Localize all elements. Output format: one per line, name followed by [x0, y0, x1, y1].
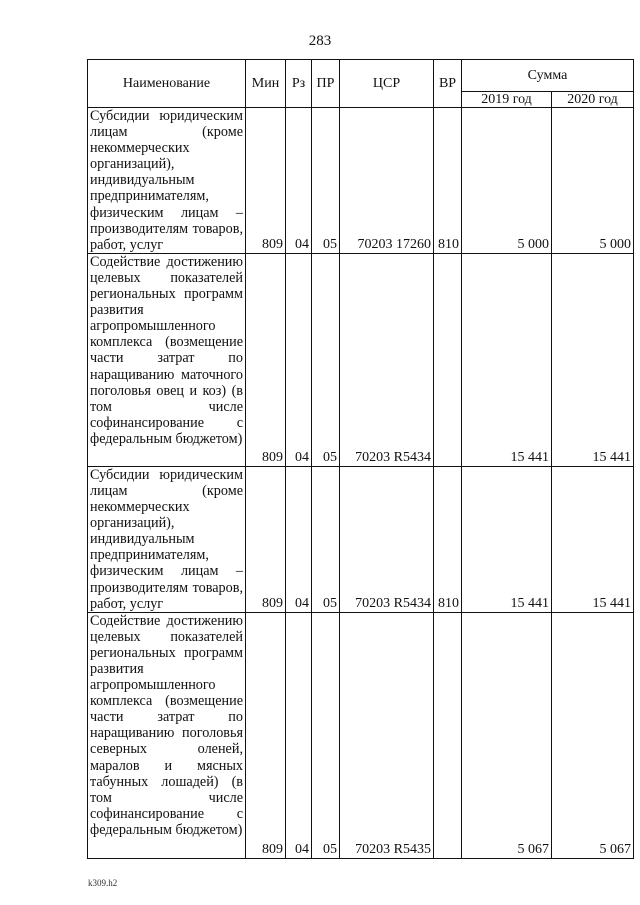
- table-row: [88, 466, 634, 612]
- row-csr: 70203 17260: [340, 108, 434, 254]
- table-row: [88, 108, 634, 254]
- row-min: 809: [246, 108, 286, 254]
- header-vr: ВР: [434, 60, 462, 108]
- row-csr: 70203 R5435: [340, 612, 434, 858]
- row-sum-2019: 15 441: [462, 466, 552, 612]
- row-name: Субсидии юридическим лицам (кроме некоммерческих организаций), индивидуальным предпринимателям, физическим лицам – производителям товаров, работ, услуг: [88, 108, 246, 254]
- row-rz: 04: [286, 612, 312, 858]
- row-vr: [434, 253, 462, 466]
- footer-code: k309.h2: [88, 878, 118, 888]
- row-sum-2019: 15 441: [462, 253, 552, 466]
- row-name: Субсидии юридическим лицам (кроме некоммерческих организаций), индивидуальным предпринимателям, физическим лицам – производителям товаров, работ, услуг: [88, 466, 246, 612]
- row-sum-2020: 5 067: [552, 612, 634, 858]
- table-row: [88, 253, 634, 466]
- row-rz: 04: [286, 108, 312, 254]
- header-year-2020: 2020 год: [552, 92, 634, 108]
- header-name: Наименование: [88, 60, 246, 108]
- page-number: 283: [308, 33, 332, 49]
- row-sum-2019: 5 000: [462, 108, 552, 254]
- row-csr: 70203 R5434: [340, 253, 434, 466]
- budget-table: [87, 59, 634, 859]
- row-rz: 04: [286, 466, 312, 612]
- row-name: Содействие достижению целевых показателей региональных программ развития агропромышленного комплекса (возмещение части затрат по наращиванию поголовья северных оленей, маралов и мясных табунных лошадей) (в том числе софинансирование с федеральным бюджетом): [88, 612, 246, 858]
- row-pr: 05: [312, 253, 340, 466]
- row-pr: 05: [312, 466, 340, 612]
- row-sum-2019: 5 067: [462, 612, 552, 858]
- header-pr: ПР: [312, 60, 340, 108]
- header-sum: Сумма: [462, 60, 634, 92]
- row-vr: [434, 612, 462, 858]
- header-rz: Рз: [286, 60, 312, 108]
- row-min: 809: [246, 253, 286, 466]
- header-min: Мин: [246, 60, 286, 108]
- row-min: 809: [246, 612, 286, 858]
- table-row: [88, 612, 634, 858]
- row-vr: 810: [434, 108, 462, 254]
- row-rz: 04: [286, 253, 312, 466]
- row-sum-2020: 15 441: [552, 253, 634, 466]
- header-year-2019: 2019 год: [462, 92, 552, 108]
- row-pr: 05: [312, 108, 340, 254]
- row-min: 809: [246, 466, 286, 612]
- row-vr: 810: [434, 466, 462, 612]
- row-csr: 70203 R5434: [340, 466, 434, 612]
- header-csr: ЦСР: [340, 60, 434, 108]
- row-pr: 05: [312, 612, 340, 858]
- row-sum-2020: 15 441: [552, 466, 634, 612]
- row-name: Содействие достижению целевых показателей региональных программ развития агропромышленного комплекса (возмещение части затрат по наращиванию маточного поголовья овец и коз) (в том числе софинансирование с федеральным бюджетом): [88, 253, 246, 466]
- row-sum-2020: 5 000: [552, 108, 634, 254]
